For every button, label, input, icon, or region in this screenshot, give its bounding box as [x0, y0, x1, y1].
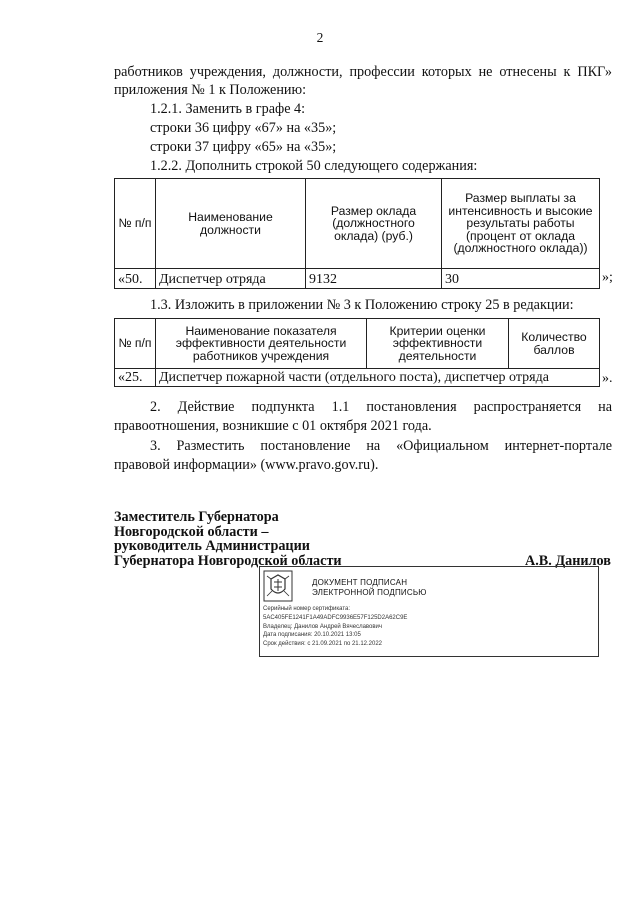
- signature-block: [114, 510, 342, 568]
- cell: Диспетчер отряда: [156, 269, 306, 289]
- stamp-title: [312, 578, 427, 598]
- table-header-row: [115, 179, 600, 269]
- paragraph-line: приложения № 1 к Положению:: [114, 82, 307, 98]
- item-3-line: правовой информации» (www.pravo.gov.ru).: [114, 457, 379, 473]
- item-1-2-1: 1.2.1. Заменить в графе 4:: [150, 101, 306, 117]
- signatory-name: А.В. Данилов: [525, 553, 611, 569]
- signature-title-line: Губернатора Новгородской области: [114, 552, 342, 569]
- item-3-line: 3. Разместить постановление на «Официальном интернет-портале: [150, 438, 612, 454]
- signature-title-line: Заместитель Губернатора: [114, 509, 279, 525]
- stamp-serial-label: Серийный номер сертификата:: [263, 606, 351, 612]
- stamp-serial: 5AC405FE1241F1A49ADFC9936E57F125D2A62C9E: [263, 614, 408, 621]
- e-signature-stamp: [259, 566, 599, 657]
- table-2: [114, 318, 600, 387]
- signature-title-line: руководитель Администрации: [114, 538, 310, 554]
- cell: «25.: [115, 369, 156, 387]
- stamp-title-line: ЭЛЕКТРОННОЙ ПОДПИСЬЮ: [312, 588, 427, 597]
- header-cell: № п/п: [115, 179, 156, 269]
- cell: Диспетчер пожарной части (отдельного поста), диспетчер отряда: [156, 369, 600, 387]
- header-cell: Наименование должности: [156, 179, 306, 269]
- table-1-closing: »;: [602, 270, 613, 285]
- table-header-row: [115, 319, 600, 369]
- item-line-36: строки 36 цифру «67» на «35»;: [150, 120, 337, 136]
- cell: «50.: [115, 269, 156, 289]
- cell: 9132: [306, 269, 442, 289]
- header-cell: Критерии оценки эффективности деятельности: [367, 319, 509, 369]
- cell: 30: [442, 269, 600, 289]
- page-number: 2: [316, 30, 324, 45]
- stamp-signed-date: Дата подписания: 20.10.2021 13:05: [263, 632, 361, 639]
- table-2-closing: ».: [602, 371, 613, 386]
- stamp-details: [263, 605, 407, 649]
- stamp-title-line: ДОКУМЕНТ ПОДПИСАН: [312, 578, 408, 587]
- header-cell: Количество баллов: [509, 319, 600, 369]
- signature-title-line: Новгородской области –: [114, 523, 269, 540]
- coat-of-arms-icon: [263, 570, 293, 602]
- header-cell: Размер выплаты за интенсивность и высокие результаты работы (процент от оклада (должностного оклада)): [442, 179, 600, 269]
- table-row: [115, 269, 600, 289]
- item-2-line: правоотношения, возникшие с 01 октября 2021 года.: [114, 418, 432, 434]
- item-1-3: 1.3. Изложить в приложении № 3 к Положению строку 25 в редакции:: [150, 297, 574, 313]
- table-row: [115, 369, 600, 387]
- header-cell: Размер оклада (должностного оклада) (руб.): [306, 179, 442, 269]
- item-1-2-2: 1.2.2. Дополнить строкой 50 следующего содержания:: [150, 158, 478, 174]
- stamp-validity: Срок действия: с 21.09.2021 по 21.12.2022: [263, 641, 383, 648]
- item-2-line: 2. Действие подпункта 1.1 постановления распространяется на: [150, 399, 612, 415]
- header-cell: № п/п: [115, 319, 156, 369]
- item-line-37: строки 37 цифру «65» на «35»;: [150, 139, 337, 155]
- header-cell: Наименование показателя эффективности деятельности работников учреждения: [156, 319, 367, 369]
- paragraph-line: работников учреждения, должности, профессии которых не отнесены к ПКГ»: [114, 64, 612, 80]
- table-1: [114, 178, 600, 289]
- stamp-owner: Владелец: Данилов Андрей Вячеславович: [263, 623, 383, 630]
